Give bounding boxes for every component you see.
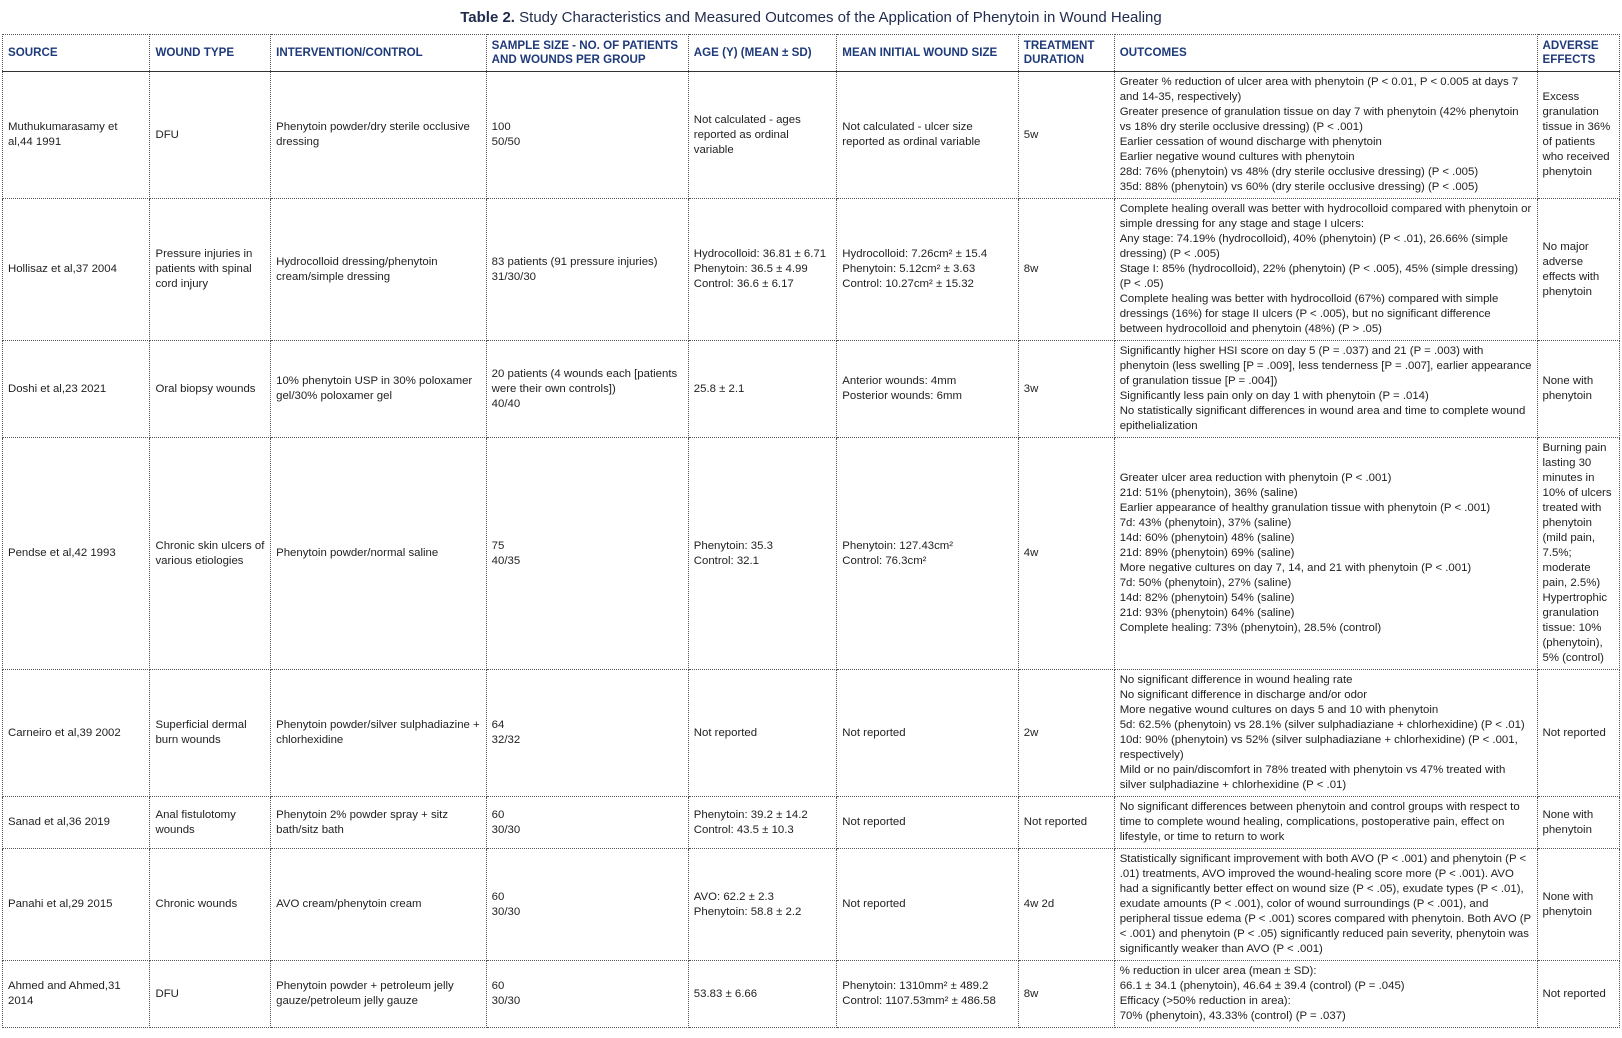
outcome-line: Complete healing: 73% (phenytoin), 28.5% (control): [1119, 622, 1382, 634]
size-line: Not reported: [842, 898, 906, 910]
cell-sample: [486, 438, 688, 670]
header-sample-size: SAMPLE SIZE - NO. OF PATIENTS AND WOUNDS PER GROUP: [486, 35, 688, 72]
outcome-line: 66.1 ± 34.1 (phenytoin), 46.64 ± 39.4 (control) (P = .045): [1119, 980, 1405, 992]
cell-adverse: No major adverse effects with phenytoin: [1537, 199, 1620, 341]
cell-source: Pendse et al,42 1993: [3, 438, 150, 670]
cell-sample: [486, 670, 688, 797]
sample-line: 31/30/30: [491, 270, 536, 283]
cell-wound-type: Chronic skin ulcers of various etiologies: [150, 438, 271, 670]
cell-size: [837, 72, 1019, 199]
age-line: Not reported: [693, 726, 758, 739]
sample-line: 40/40: [491, 397, 521, 410]
header-outcomes: OUTCOMES: [1114, 35, 1537, 72]
table-caption-label: Table 2.: [460, 9, 515, 26]
cell-duration: Not reported: [1018, 797, 1114, 849]
outcome-line: No significant difference in wound healing rate: [1119, 674, 1353, 686]
cell-intervention: Phenytoin powder/normal saline: [271, 438, 487, 670]
age-line: Control: 32.1: [693, 554, 759, 567]
cell-intervention: 10% phenytoin USP in 30% poloxamer gel/30% poloxamer gel: [271, 341, 487, 438]
outcome-line: No statistically significant differences in wound area and time to complete wound epithelialization: [1119, 405, 1526, 432]
cell-sample: [486, 849, 688, 961]
outcome-line: Earlier cessation of wound discharge with phenytoin: [1119, 136, 1382, 148]
outcome-line: Earlier negative wound cultures with phenytoin: [1119, 151, 1355, 163]
cell-age: [688, 849, 837, 961]
cell-wound-type: Oral biopsy wounds: [150, 341, 271, 438]
cell-source: Carneiro et al,39 2002: [3, 670, 150, 797]
outcome-line: Complete healing overall was better with hydrocolloid compared with phenytoin or simple dressing for any stage and stage I ulcers:: [1119, 203, 1532, 230]
cell-outcomes: [1114, 849, 1537, 961]
cell-adverse: Excess granulation tissue in 36% of patients who received phenytoin: [1537, 72, 1620, 199]
table-row: [3, 797, 1620, 849]
age-line: Hydrocolloid: 36.81 ± 6.71: [693, 248, 827, 260]
age-line: Phenytoin: 36.5 ± 4.99: [693, 263, 808, 275]
sample-line: 32/32: [491, 734, 521, 746]
outcome-line: Efficacy (>50% reduction in area):: [1119, 995, 1291, 1007]
outcome-line: More negative wound cultures on days 5 and 10 with phenytoin: [1119, 704, 1439, 716]
cell-wound-type: DFU: [150, 961, 271, 1028]
table-row: [3, 670, 1620, 797]
age-line: 53.83 ± 6.66: [693, 987, 758, 1000]
size-line: Phenytoin: 127.43cm²: [842, 539, 954, 552]
table-caption-text: Study Characteristics and Measured Outcomes of the Application of Phenytoin in Wound Healing: [519, 9, 1162, 26]
cell-sample: [486, 341, 688, 438]
sample-line: 60: [491, 808, 505, 821]
cell-source: Ahmed and Ahmed,31 2014: [3, 961, 150, 1028]
cell-age: [688, 72, 837, 199]
cell-outcomes: [1114, 797, 1537, 849]
table-row: [3, 341, 1620, 438]
age-line: 25.8 ± 2.1: [693, 382, 745, 395]
table-row: [3, 72, 1620, 199]
sample-line: 30/30: [491, 995, 521, 1007]
cell-duration: 4w 2d: [1018, 849, 1114, 961]
cell-size: [837, 849, 1019, 961]
outcome-line: 35d: 88% (phenytoin) vs 60% (dry sterile occlusive dressing) (P < .005): [1119, 181, 1479, 193]
outcome-line: Stage I: 85% (hydrocolloid), 22% (phenytoin) (P < .005), 45% (simple dressing) (P < .05): [1119, 263, 1519, 290]
cell-source: Doshi et al,23 2021: [3, 341, 150, 438]
cell-outcomes: [1114, 341, 1537, 438]
size-line: Phenytoin: 5.12cm² ± 3.63: [842, 263, 976, 275]
outcome-line: Mild or no pain/discomfort in 78% treated with phenytoin vs 47% treated with silver sulphadiazine + chlorhexidine (P < .01): [1119, 764, 1506, 791]
outcome-line: 14d: 82% (phenytoin) 54% (saline): [1119, 592, 1295, 604]
cell-duration: 3w: [1018, 341, 1114, 438]
size-line: Control: 1107.53mm² ± 486.58: [842, 995, 996, 1007]
size-line: Anterior wounds: 4mm: [842, 375, 957, 387]
outcome-line: Greater ulcer area reduction with phenytoin (P < .001): [1119, 472, 1392, 484]
cell-wound-type: Pressure injuries in patients with spinal cord injury: [150, 199, 271, 341]
header-wound-size: MEAN INITIAL WOUND SIZE: [837, 35, 1019, 72]
outcome-line: 7d: 50% (phenytoin), 27% (saline): [1119, 577, 1292, 589]
age-line: Phenytoin: 58.8 ± 2.2: [693, 905, 802, 918]
cell-size: [837, 199, 1019, 341]
cell-outcomes: [1114, 199, 1537, 341]
cell-source: Panahi et al,29 2015: [3, 849, 150, 961]
outcome-line: No significant differences between phenytoin and control groups with respect to time to complete wound healing, complications, postoperative pain, effect on lifestyle, or time to return to work: [1119, 801, 1520, 843]
age-line: Phenytoin: 39.2 ± 14.2: [693, 808, 808, 821]
cell-sample: [486, 797, 688, 849]
cell-age: [688, 199, 837, 341]
cell-adverse: None with phenytoin: [1537, 797, 1620, 849]
outcome-line: 5d: 62.5% (phenytoin) vs 28.1% (silver sulphadiaziane + chlorhexidine) (P < .01): [1119, 719, 1525, 731]
cell-sample: [486, 72, 688, 199]
age-line: Phenytoin: 35.3: [693, 539, 773, 552]
cell-size: [837, 341, 1019, 438]
outcome-line: % reduction in ulcer area (mean ± SD):: [1119, 965, 1317, 977]
cell-adverse: Burning pain lasting 30 minutes in 10% of ulcers treated with phenytoin (mild pain, 7.5%; moderate pain, 2.5%) Hypertrophic granulation tissue: 10% (phenytoin), 5% (control): [1537, 438, 1620, 670]
outcome-line: 28d: 76% (phenytoin) vs 48% (dry sterile occlusive dressing) (P < .005): [1119, 166, 1479, 178]
cell-adverse: Not reported: [1537, 961, 1620, 1028]
sample-line: 50/50: [491, 136, 521, 148]
sample-line: 30/30: [491, 823, 521, 836]
sample-line: 60: [491, 890, 505, 903]
size-line: Control: 10.27cm² ± 15.32: [842, 278, 974, 290]
age-line: Control: 43.5 ± 10.3: [693, 823, 794, 836]
age-line: AVO: 62.2 ± 2.3: [693, 890, 774, 903]
sample-line: 64: [491, 719, 505, 731]
size-line: Not reported: [842, 816, 906, 828]
cell-duration: 5w: [1018, 72, 1114, 199]
cell-source: Muthukumarasamy et al,44 1991: [3, 72, 150, 199]
cell-wound-type: Anal fistulotomy wounds: [150, 797, 271, 849]
cell-size: [837, 797, 1019, 849]
cell-age: [688, 961, 837, 1028]
outcome-line: 14d: 60% (phenytoin) 48% (saline): [1119, 532, 1295, 544]
sample-line: 83 patients (91 pressure injuries): [491, 255, 658, 268]
outcome-line: Any stage: 74.19% (hydrocolloid), 40% (phenytoin) (P < .01), 26.66% (simple dressing) (P < .005): [1119, 233, 1508, 260]
age-line: Not calculated - ages reported as ordinal variable: [693, 113, 801, 156]
cell-age: [688, 670, 837, 797]
cell-outcomes: [1114, 438, 1537, 670]
cell-size: [837, 670, 1019, 797]
table-row: [3, 849, 1620, 961]
cell-adverse: None with phenytoin: [1537, 849, 1620, 961]
table-body: [3, 72, 1620, 1028]
cell-intervention: Phenytoin powder/dry sterile occlusive dressing: [271, 72, 487, 199]
header-wound-type: WOUND TYPE: [150, 35, 271, 72]
cell-duration: 2w: [1018, 670, 1114, 797]
cell-age: [688, 797, 837, 849]
header-age: AGE (Y) (MEAN ± SD): [688, 35, 837, 72]
cell-adverse: Not reported: [1537, 670, 1620, 797]
age-line: Control: 36.6 ± 6.17: [693, 278, 794, 290]
size-line: Not reported: [842, 726, 906, 739]
size-line: Phenytoin: 1310mm² ± 489.2: [842, 980, 989, 992]
cell-intervention: Phenytoin powder + petroleum jelly gauze/petroleum jelly gauze: [271, 961, 487, 1028]
cell-source: Hollisaz et al,37 2004: [3, 199, 150, 341]
cell-adverse: None with phenytoin: [1537, 341, 1620, 438]
cell-intervention: AVO cream/phenytoin cream: [271, 849, 487, 961]
sample-line: 75: [491, 539, 505, 552]
cell-sample: [486, 199, 688, 341]
cell-intervention: Phenytoin powder/silver sulphadiazine + chlorhexidine: [271, 670, 487, 797]
cell-duration: 8w: [1018, 199, 1114, 341]
cell-size: [837, 961, 1019, 1028]
sample-line: 40/35: [491, 554, 521, 567]
size-line: Control: 76.3cm²: [842, 554, 927, 567]
cell-wound-type: Chronic wounds: [150, 849, 271, 961]
cell-outcomes: [1114, 961, 1537, 1028]
outcome-line: 10d: 90% (phenytoin) vs 52% (silver sulphadiaziane + chlorhexidine) (P < .001, respectively): [1119, 734, 1518, 761]
outcome-line: 21d: 93% (phenytoin) 64% (saline): [1119, 607, 1295, 619]
sample-line: 60: [491, 980, 505, 992]
cell-intervention: Hydrocolloid dressing/phenytoin cream/simple dressing: [271, 199, 487, 341]
outcome-line: Significantly higher HSI score on day 5 (P = .037) and 21 (P = .003) with phenytoin (less swelling [P = .009], less tenderness [P = .007], earlier appearance of granulation tissue [P = .004]): [1119, 345, 1532, 387]
cell-wound-type: Superficial dermal burn wounds: [150, 670, 271, 797]
header-source: SOURCE: [3, 35, 150, 72]
cell-intervention: Phenytoin 2% powder spray + sitz bath/sitz bath: [271, 797, 487, 849]
outcome-line: Greater % reduction of ulcer area with phenytoin (P < 0.01, P < 0.005 at days 7 and 14-35, respectively): [1119, 76, 1519, 103]
sample-line: 100: [491, 121, 511, 133]
table-row: [3, 438, 1620, 670]
cell-duration: 8w: [1018, 961, 1114, 1028]
size-line: Not calculated - ulcer size reported as ordinal variable: [842, 121, 981, 148]
cell-age: [688, 438, 837, 670]
cell-age: [688, 341, 837, 438]
outcome-line: 7d: 43% (phenytoin), 37% (saline): [1119, 517, 1292, 529]
outcome-line: Significantly less pain only on day 1 with phenytoin (P = .014): [1119, 390, 1429, 402]
outcome-line: 21d: 89% (phenytoin) 69% (saline): [1119, 547, 1295, 559]
size-line: Posterior wounds: 6mm: [842, 390, 962, 402]
outcome-line: Earlier appearance of healthy granulation tissue with phenytoin (P < .001): [1119, 502, 1491, 514]
size-line: Hydrocolloid: 7.26cm² ± 15.4: [842, 248, 988, 260]
cell-outcomes: [1114, 670, 1537, 797]
header-duration: TREATMENT DURATION: [1018, 35, 1114, 72]
table-row: [3, 199, 1620, 341]
outcome-line: Complete healing was better with hydrocolloid (67%) compared with simple dressings (16%) for stage II ulcers (P < .005), but no significant difference between hydrocolloid and phenytoin (48%) (P > .05): [1119, 293, 1499, 335]
table-caption: [0, 0, 1622, 34]
outcome-line: 21d: 51% (phenytoin), 36% (saline): [1119, 487, 1298, 499]
cell-duration: 4w: [1018, 438, 1114, 670]
sample-line: 20 patients (4 wounds each [patients were their own controls]): [491, 367, 678, 395]
header-row: [3, 35, 1620, 72]
cell-wound-type: DFU: [150, 72, 271, 199]
outcome-line: Statistically significant improvement with both AVO (P < .001) and phenytoin (P < .01) treatments, AVO improved the wound-healing score more (P < .001). AVO had a significantly better effect on wound size (P < .05), exudate types (P < .01), exudate amounts (P < .001), color of wound surroundings (P < .001), and peripheral tissue edema (P < .001) scores compared with phenytoin. Both AVO (P < .001) and phenytoin (P < .05) significantly reduced pain severity, phenytoin was significantly weaker than AVO (P < .001): [1119, 853, 1531, 955]
outcome-line: 70% (phenytoin), 43.33% (control) (P = .037): [1119, 1010, 1346, 1022]
cell-sample: [486, 961, 688, 1028]
outcome-line: Greater presence of granulation tissue on day 7 with phenytoin (42% phenytoin vs 18% dry sterile occlusive dressing) (P < .001): [1119, 106, 1519, 133]
cell-size: [837, 438, 1019, 670]
table-row: [3, 961, 1620, 1028]
header-adverse-effects: ADVERSE EFFECTS: [1537, 35, 1620, 72]
header-intervention: INTERVENTION/CONTROL: [271, 35, 487, 72]
cell-outcomes: [1114, 72, 1537, 199]
sample-line: 30/30: [491, 905, 521, 918]
outcome-line: More negative cultures on day 7, 14, and 21 with phenytoin (P < .001): [1119, 562, 1472, 574]
outcome-line: No significant difference in discharge and/or odor: [1119, 689, 1368, 701]
study-table: [2, 34, 1620, 1028]
cell-source: Sanad et al,36 2019: [3, 797, 150, 849]
